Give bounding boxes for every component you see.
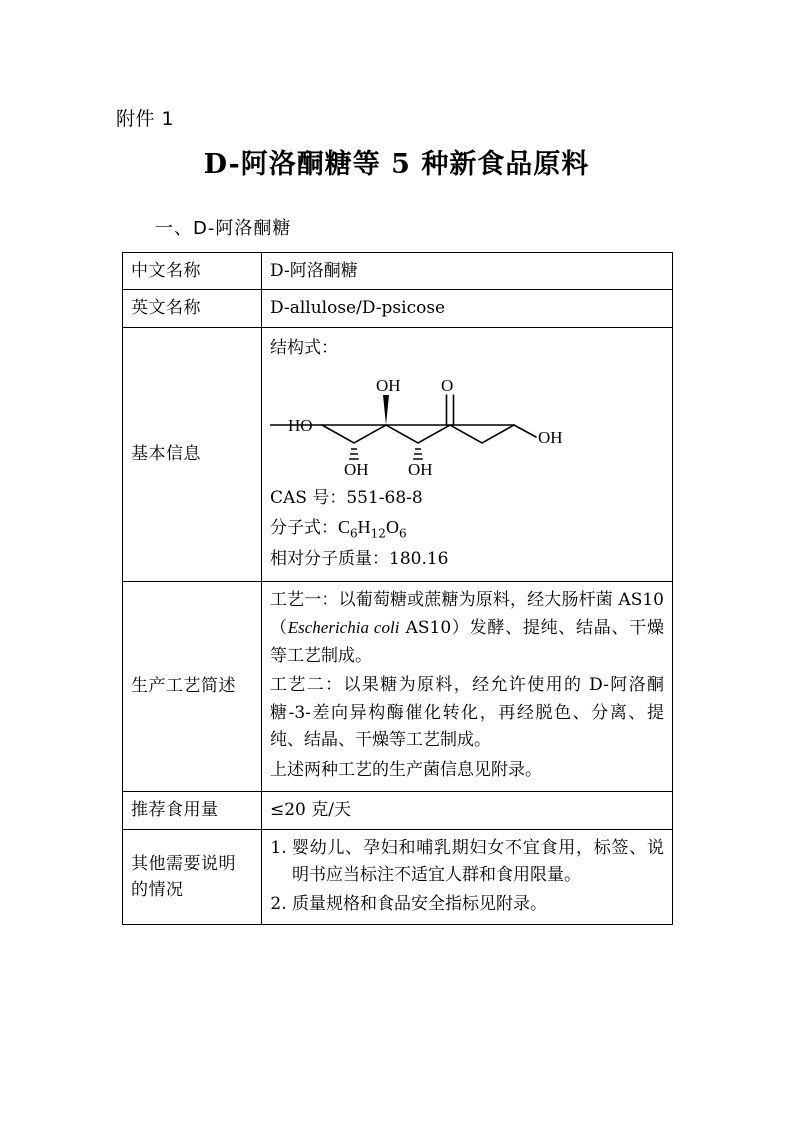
table-row: [123, 792, 673, 829]
row-label-other-notes: 其他需要说明的情况: [123, 829, 262, 925]
row-label-english-name: 英文名称: [123, 290, 262, 327]
process-strain-note: 上述两种工艺的生产菌信息见附录。: [270, 759, 542, 780]
table-row: [123, 253, 673, 290]
molecular-formula-o-count: 6: [398, 526, 407, 541]
table-row: [123, 327, 673, 581]
row-label-chinese-name: 中文名称: [123, 253, 262, 290]
process-one-text-b: AS10）发酵、提纯、结晶、干燥等工艺制成。: [270, 618, 664, 666]
process-two-paragraph: 工艺二：以果糖为原料，经允许使用的 D-阿洛酮糖-3-差向异构酶催化转化，再经脱色、分离、提纯、结晶、干燥等工艺制成。: [270, 675, 664, 751]
species-name-italic: Escherichia coli: [287, 618, 400, 638]
allulose-structure-svg: [270, 367, 670, 477]
molecular-formula: [270, 514, 664, 543]
substance-info-table: [122, 252, 673, 925]
row-label-recommended-intake: 推荐食用量: [123, 792, 262, 829]
row-value-recommended-intake: ≤20 克/天: [262, 792, 673, 829]
row-value-other-notes: [262, 829, 673, 925]
process-one-text-a: 工艺一：以葡萄糖或蔗糖为原料，经大肠杆菌 AS10（: [270, 589, 664, 639]
atom-label-oh-right: OH: [538, 428, 563, 448]
molecular-formula-h: H: [357, 517, 371, 538]
attachment-label: 附件 1: [116, 108, 175, 130]
table-row: [123, 581, 673, 792]
cas-number: CAS 号：551-68-8: [270, 488, 423, 509]
table-row: [123, 829, 673, 925]
page-title: D-阿洛酮糖等 5 种新食品原料: [203, 149, 590, 180]
other-notes-list: [270, 835, 664, 919]
row-value-production-process: [262, 581, 673, 792]
row-value-chinese-name: D-阿洛酮糖: [262, 253, 673, 290]
row-value-english-name: D-allulose/D-psicose: [262, 290, 673, 327]
molecular-structure-figure: [270, 367, 664, 477]
atom-label-oh-top: OH: [376, 376, 401, 396]
molecular-formula-o: O: [385, 517, 399, 538]
process-one-paragraph: [270, 587, 664, 671]
atom-label-oh-bottom-1: OH: [344, 460, 369, 478]
molecular-formula-c-count: 6: [350, 526, 358, 541]
row-label-basic-info: 基本信息: [123, 327, 262, 581]
atom-label-ho: HO: [288, 416, 313, 436]
row-label-production-process: 生产工艺简述: [123, 581, 262, 792]
list-item: 2. 质量规格和食品安全指标见附录。: [292, 891, 664, 919]
atom-label-o-carbonyl: O: [441, 376, 454, 396]
molecular-formula-prefix: 分子式：: [270, 518, 338, 539]
atom-label-oh-bottom-2: OH: [408, 460, 433, 478]
list-item: 1. 婴幼儿、孕妇和哺乳期妇女不宜食用，标签、说明书应当标注不适宜人群和食用限量。: [292, 835, 664, 890]
table-row: [123, 290, 673, 327]
structure-formula-label: 结构式：: [270, 337, 338, 358]
section-heading: 一、D-阿洛酮糖: [155, 218, 292, 239]
row-value-basic-info: [262, 327, 673, 581]
molecular-formula-c: C: [338, 517, 351, 538]
relative-molecular-mass: 相对分子质量：180.16: [270, 549, 449, 570]
molecular-formula-h-count: 12: [370, 526, 386, 541]
